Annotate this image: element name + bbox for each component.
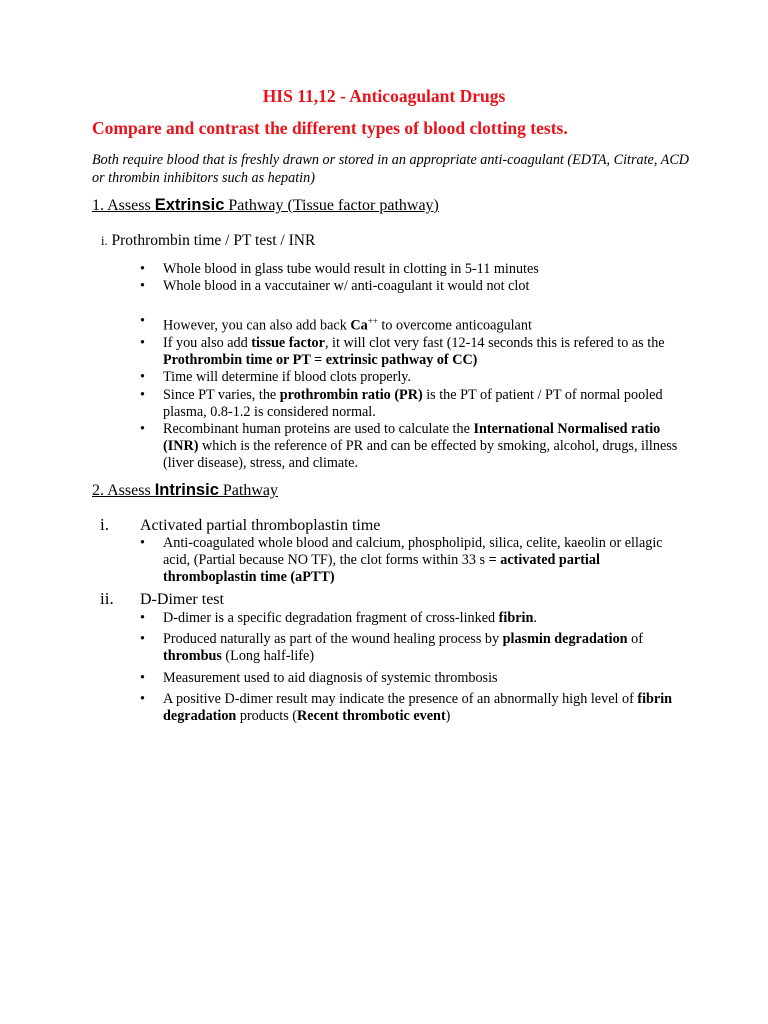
list-item: • Anti-coagulated whole blood and calcium, phospholipid, silica, celite, kaeolin or ellagic acid, (Partial because NO TF), the clot forms within 33 s = activated partial thromboplastin time (aPTT) [140, 535, 663, 586]
list-item: • If you also add tissue factor, it will clot very fast (12-14 seconds this is refered to as the Prothrombin time or PT = extrinsic pathway of CC) [140, 334, 665, 369]
section-1-heading [92, 196, 439, 215]
subsection-title: Prothrombin time / PT test / INR [107, 232, 316, 249]
bullet-icon: • [140, 313, 145, 329]
list-item: • Produced naturally as part of the wound healing process by plasmin degradation of thrombus (Long half-life) [140, 631, 643, 665]
list-item: • Recombinant human proteins are used to calculate the International Normalised ratio (INR) which is the reference of PR and can be effected by smoking, alcohol, drugs, illness (liver disease), stress, and climate. [140, 420, 678, 472]
bullet-icon: • [140, 369, 145, 386]
section-2-bold: Intrinsic [154, 481, 219, 499]
list-item: • D-dimer is a specific degradation fragment of cross-linked fibrin. [140, 610, 537, 626]
bullet-icon: • [140, 386, 145, 403]
list-item: • Measurement used to aid diagnosis of systemic thrombosis [140, 669, 498, 686]
list-item: • Time will determine if blood clots properly. [140, 369, 411, 386]
bullet-icon: • [140, 669, 145, 686]
ddimer-bullet-list [140, 610, 685, 725]
section-2-prefix: 2. Assess [92, 482, 155, 499]
bullet-icon: • [140, 690, 145, 707]
bullet-icon: • [140, 261, 145, 277]
aptt-title: Activated partial thromboplastin time [140, 517, 381, 534]
list-item: • However, you can also add back Ca++ to overcome anticoagulant [140, 313, 532, 334]
ddimer-numeral: ii. [100, 589, 114, 608]
list-item: • Whole blood in glass tube would result in clotting in 5-11 minutes [140, 261, 539, 277]
question-heading: Compare and contrast the different types of blood clotting tests. [92, 118, 568, 138]
bullet-icon: • [140, 334, 145, 351]
bullet-icon: • [140, 610, 145, 626]
bullet-icon: • [140, 420, 145, 437]
ddimer-title: D-Dimer test [140, 591, 224, 608]
document-title: HIS 11,12 - Anticoagulant Drugs [262, 86, 506, 106]
ddimer-heading [100, 589, 224, 609]
section-1-bold: Extrinsic [154, 196, 225, 214]
aptt-heading [100, 515, 380, 535]
section-1-suffix: Pathway (Tissue factor pathway) [224, 197, 439, 214]
intro-paragraph: Both require blood that is freshly drawn or stored in an appropriate anti-coagulant (EDTA, Citrate, ACD or thrombin inhibitors such as hepatin) [92, 152, 690, 186]
section-2-suffix: Pathway [218, 482, 278, 499]
bullet-icon: • [140, 278, 145, 295]
aptt-numeral: i. [100, 515, 109, 534]
prothrombin-bullet-list-a [140, 261, 685, 295]
bullet-icon: • [140, 535, 145, 551]
list-item: • A positive D-dimer result may indicate the presence of an abnormally high level of fibrin degradation products (Recent thrombotic event) [140, 690, 673, 725]
section-2-heading [92, 481, 278, 500]
subsection-prothrombin-heading [101, 232, 315, 250]
prothrombin-bullet-list-b [140, 313, 685, 473]
list-item: • Since PT varies, the prothrombin ratio (PR) is the PT of patient / PT of normal pooled plasma, 0.8-1.2 is considered normal. [140, 386, 663, 420]
section-1-prefix: 1. Assess [92, 197, 155, 214]
list-item: • Whole blood in a vaccutainer w/ anti-coagulant it would not clot [140, 278, 530, 295]
aptt-bullet-list [140, 535, 685, 587]
subsection-numeral: i. [101, 234, 108, 248]
bullet-icon: • [140, 631, 145, 648]
